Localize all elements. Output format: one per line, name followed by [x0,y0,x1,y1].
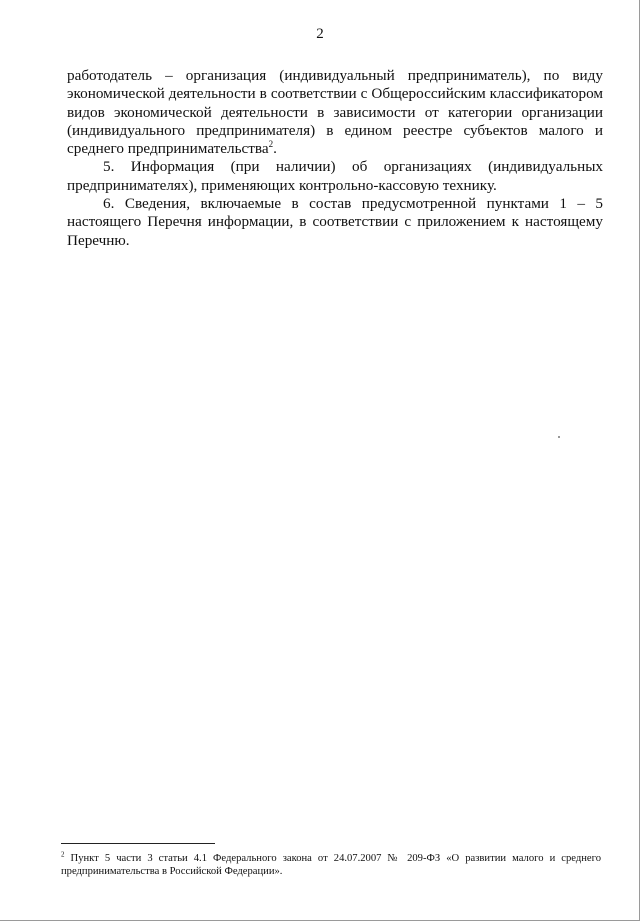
paragraph-item-6: 6. Сведения, включаемые в состав предусмотренной пунктами 1 – 5 настоящего Перечня информации, в соответствии с приложением к настоящему Перечню. [67,195,603,249]
page-number: 2 [316,26,324,42]
paragraph-continuation [67,67,603,158]
footnote [61,852,601,878]
paragraph-item-5: 5. Информация (при наличии) об организациях (индивидуальных предпринимателях), применяющих контрольно-кассовую технику. [67,158,603,194]
footnote-marker: 2 [61,850,65,859]
footnote-reference[interactable]: 2 [268,139,274,150]
paragraph-text: работодатель – организация (индивидуальный предприниматель), по виду экономической деятельности в соответствии с Общероссийским классификатором видов экономической деятельности в зависимости от категории организации (индивидуального предпринимателя) в едином реестре субъектов малого и среднего предпринимательства [67,67,603,158]
paragraph-tail: . [273,140,277,158]
footnote-separator [61,843,215,844]
footnote-text: Пункт 5 части 3 статьи 4.1 Федерального закона от 24.07.2007 № 209-ФЗ «О развитии малого и среднего предпринимательства в Российской Федерации». [61,853,601,877]
document-body [67,67,603,250]
scan-artifact [558,436,560,438]
